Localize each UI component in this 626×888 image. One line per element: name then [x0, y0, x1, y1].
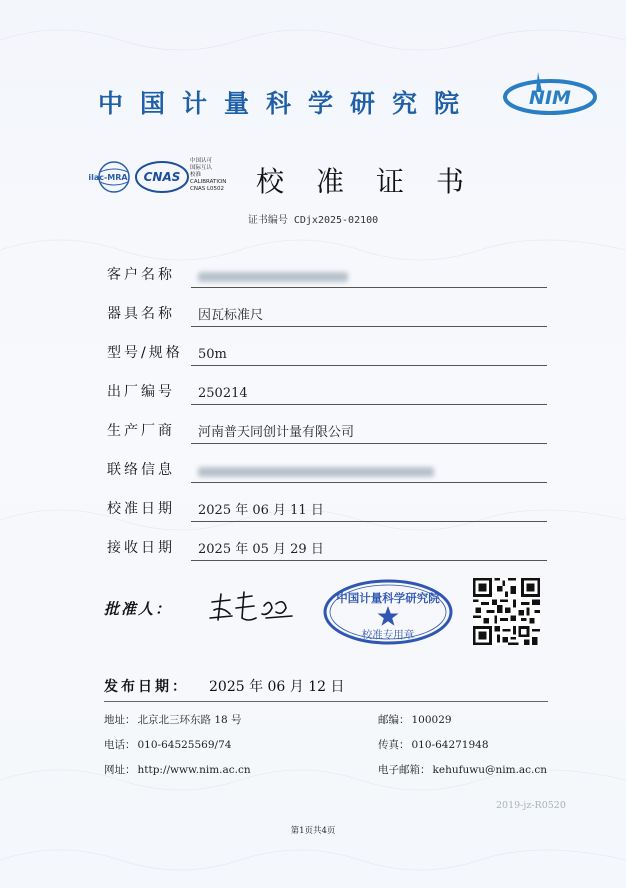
approver-label: 批准人： — [104, 600, 173, 618]
field-underline — [191, 521, 547, 522]
field-model-spec — [107, 344, 547, 366]
contact-address — [104, 712, 242, 727]
seal-star-icon — [378, 606, 399, 626]
field-receipt-date — [107, 539, 547, 561]
field-label: 生产厂商 — [107, 423, 175, 439]
field-label: 联络信息 — [107, 462, 175, 478]
issue-date-underline — [104, 701, 548, 702]
accreditation-logos — [86, 158, 236, 200]
field-value: 50m — [198, 347, 227, 362]
field-instrument-name — [107, 305, 547, 327]
field-label: 型号/规格 — [107, 345, 183, 361]
field-underline — [191, 287, 547, 288]
issue-date-label: 发布日期： — [104, 679, 189, 695]
contact-postcode — [378, 712, 452, 727]
ilac-logo-text: ilac-MRA — [88, 173, 128, 182]
seal-top-text: 中国计量科学研究院 — [336, 591, 440, 605]
field-label: 校准日期 — [107, 501, 175, 517]
seal-bottom-text: 校准专用章 — [361, 629, 415, 641]
field-value: 因瓦标准尺 — [198, 308, 264, 323]
field-value-redacted — [198, 464, 434, 479]
phone-value: 010-64525569/74 — [137, 739, 232, 751]
field-label: 出厂编号 — [107, 384, 175, 400]
contact-website — [104, 762, 251, 777]
address-label: 地址： — [104, 714, 136, 726]
field-contact-info — [107, 461, 547, 483]
field-label: 器具名称 — [107, 306, 175, 322]
certificate-title: 校准证书 — [256, 165, 497, 198]
field-serial-number — [107, 383, 547, 405]
field-label: 客户名称 — [107, 267, 175, 283]
address-value: 北京北三环东路 18 号 — [137, 714, 242, 726]
field-value: 2025 年 06 月 11 日 — [198, 503, 324, 518]
contact-email — [378, 762, 547, 777]
issue-date-value: 2025 年 06 月 12 日 — [209, 679, 345, 695]
postcode-label: 邮编： — [378, 714, 410, 726]
contact-fax — [378, 737, 489, 752]
nim-logo — [502, 70, 598, 116]
field-underline — [191, 326, 547, 327]
field-value-redacted — [198, 269, 348, 284]
field-underline — [191, 560, 547, 561]
ilac-mra-logo — [86, 160, 132, 194]
form-code: 2019-jz-R0520 — [496, 800, 566, 811]
field-label: 接收日期 — [107, 540, 175, 556]
calibration-seal — [322, 578, 454, 646]
phone-label: 电话： — [104, 739, 136, 751]
certificate-number: 证书编号 CDjx2025-02100 — [247, 215, 379, 226]
field-underline — [191, 482, 547, 483]
field-underline — [191, 404, 547, 405]
email-label: 电子邮箱： — [378, 764, 431, 776]
handwritten-signature — [206, 588, 296, 628]
field-underline — [191, 443, 547, 444]
field-calibration-date — [107, 500, 547, 522]
qr-code[interactable] — [473, 578, 540, 645]
nim-logo-text: NIM — [529, 87, 571, 109]
field-manufacturer — [107, 422, 547, 444]
field-value: 250214 — [198, 386, 248, 401]
field-value: 河南普天同创计量有限公司 — [198, 425, 355, 440]
postcode-value: 100029 — [411, 714, 452, 726]
email-link[interactable]: kehufuwu@nim.ac.cn — [432, 764, 548, 776]
contact-phone — [104, 737, 231, 752]
institute-name: 中国计量科学研究院 — [98, 89, 477, 118]
website-label: 网址： — [104, 764, 136, 776]
page-number: 第1页共4页 — [290, 826, 336, 836]
field-value: 2025 年 05 月 29 日 — [198, 542, 324, 557]
field-customer-name — [107, 266, 547, 288]
website-link[interactable]: http://www.nim.ac.cn — [137, 764, 251, 776]
cnas-logo — [134, 160, 190, 194]
field-underline — [191, 365, 547, 366]
fax-value: 010-64271948 — [411, 739, 489, 751]
cnas-caption: 中国认可 国际互认 校准 CALIBRATION CNAS L0502 — [190, 158, 227, 192]
cnas-logo-text: CNAS — [143, 170, 181, 184]
fax-label: 传真： — [378, 739, 410, 751]
